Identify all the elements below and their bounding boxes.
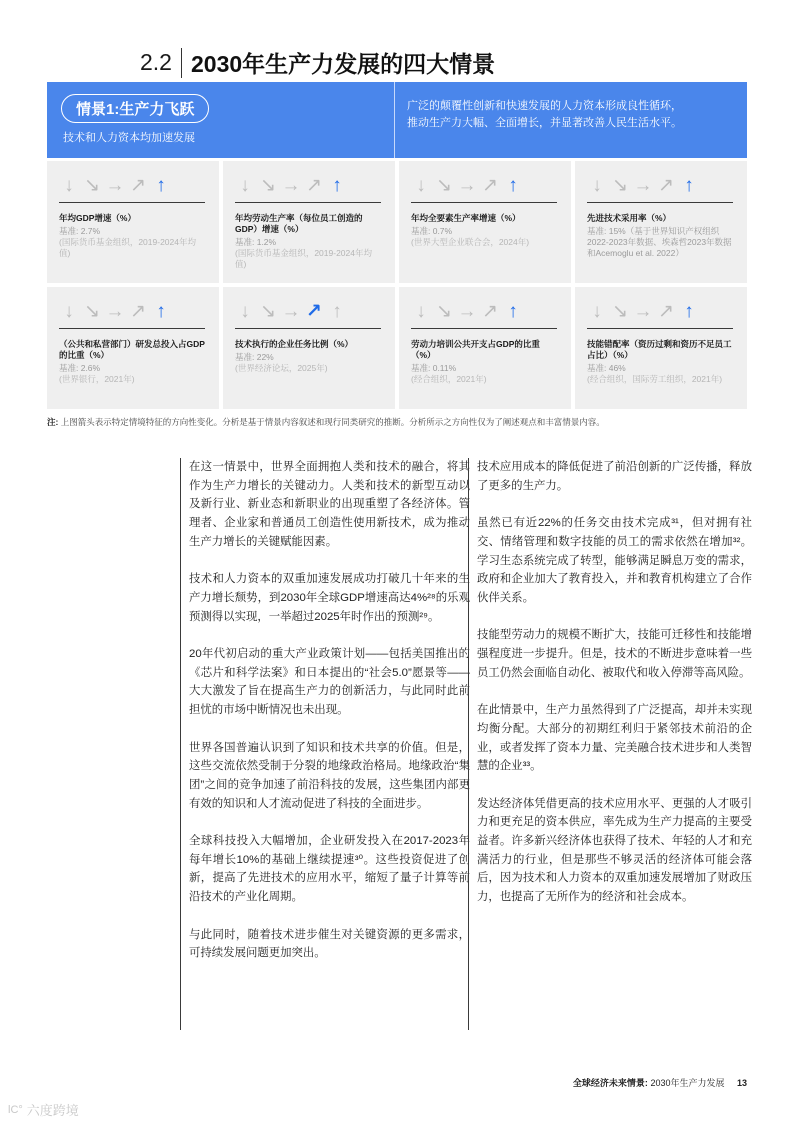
body-paragraph: 世界各国普遍认识到了知识和技术共享的价值。但是，这些交流依然受制于分裂的地缘政治格局。地缘政治“集团”之间的竞争加速了前沿科技的发展，这些集团内部更有效的知识和人才流动促进了科技的全面进步。 (189, 741, 470, 810)
body-paragraph: 与此同时，随着技术进步催生对关键资源的更多需求，可持续发展问题更加突出。 (189, 928, 470, 960)
indicator-source: (国际货币基金组织，2019-2024年均值) (235, 248, 372, 269)
card-divider (59, 328, 205, 329)
arrow-down-right-icon: ↘ (260, 301, 276, 322)
arrow-right-icon: → (105, 301, 125, 322)
arrow-up-icon: ↑ (684, 301, 694, 322)
section-number: 2.2 (140, 49, 172, 75)
arrow-down-right-icon: ↘ (612, 175, 628, 196)
arrow-up-right-icon: ↗ (306, 175, 322, 196)
watermark-logo-icon: lC° (8, 1103, 23, 1116)
indicator-baseline: 基准: 15%（基于世界知识产权组织2022-2023年数据、埃森哲2023年数据和Acemoglu et al. 2022） (587, 226, 732, 258)
arrow-up-icon: ↑ (156, 301, 166, 322)
indicator-source: (经合组织，2021年) (411, 374, 487, 384)
arrow-down-right-icon: ↘ (84, 175, 100, 196)
card-divider (235, 328, 381, 329)
scenario-description (395, 82, 747, 158)
section-heading (140, 46, 495, 79)
indicator-source: (经合组织，国际劳工组织，2021年) (587, 374, 723, 384)
arrow-down-icon: ↓ (240, 175, 250, 196)
arrow-up-icon: ↑ (332, 175, 342, 196)
direction-arrows (411, 301, 559, 325)
indicator-card (575, 161, 747, 283)
body-paragraph: 技能型劳动力的规模不断扩大，技能可迁移性和技能增强程度进一步提升。但是，技术的不断进步意味着一些员工仍然会面临自动化、被取代和收入停滞等高风险。 (477, 629, 752, 679)
indicator-label: 技术执行的企业任务比例（%） (235, 339, 354, 349)
arrow-down-icon: ↓ (592, 301, 602, 322)
indicator-card (47, 287, 219, 409)
scenario-description-line: 推动生产力大幅、全面增长，并显著改善人民生活水平。 (407, 117, 682, 129)
body-column-left (180, 458, 470, 1030)
scenario-banner (47, 82, 747, 158)
arrow-up-icon: ↑ (332, 301, 342, 322)
arrow-up-icon: ↑ (156, 175, 166, 196)
body-paragraph: 技术和人力资本的双重加速发展成功打破几十年来的生产力增长颓势，到2030年全球GDP增速高达4%²⁸的乐观预测得以实现，一举超过2025年时作出的预测²⁹。 (189, 573, 470, 623)
indicator-baseline: 基准: 22% (235, 352, 274, 362)
body-paragraph: 在这一情景中，世界全面拥抱人类和技术的融合，将其作为生产力增长的关键动力。人类和技术的新型互动以及新行业、新业态和新职业的出现重塑了各经济体。管理者、企业家和普通员工创造性使用新技术，成为推动生产力增长的关键赋能因素。 (189, 461, 470, 548)
footer-report-name: 全球经济未来情景: (572, 1078, 648, 1088)
direction-arrows (59, 175, 207, 199)
indicator-label: 年均劳动生产率（每位员工创造的GDP）增速（%） (235, 213, 363, 234)
arrow-right-icon: → (633, 175, 653, 196)
indicator-source: (国际货币基金组织，2019-2024年均值) (59, 237, 196, 258)
arrow-right-icon: → (633, 301, 653, 322)
arrow-up-icon: ↑ (508, 301, 518, 322)
arrow-up-right-icon: ↗ (130, 301, 146, 322)
card-divider (587, 328, 733, 329)
indicator-card (223, 161, 395, 283)
arrow-right-icon: → (457, 175, 477, 196)
heading-divider (181, 48, 182, 78)
direction-arrows (235, 175, 383, 199)
card-divider (411, 328, 557, 329)
indicator-baseline: 基准: 1.2% (235, 237, 277, 247)
indicator-label: 年均全要素生产率增速（%） (411, 213, 521, 223)
body-paragraph: 全球科技投入大幅增加，企业研发投入在2017-2023年每年增长10%的基础上继续提速³⁰。这些投资促进了创新，提高了先进技术的应用水平，缩短了量子计算等前沿技术的产业化周期。 (189, 835, 470, 904)
note-text: 上图箭头表示特定情境特征的方向性变化。分析是基于情景内容叙述和现行同类研究的推断。分析所示之方向性仅为了阐述观点和丰富情景内容。 (60, 417, 605, 427)
footnote-note (47, 416, 767, 428)
page-footer (573, 1076, 747, 1089)
scenario-banner-left (47, 82, 395, 158)
scenario-subtitle: 技术和人力资本均加速发展 (63, 132, 195, 144)
indicator-baseline: 基准: 2.6% (59, 363, 101, 373)
arrow-down-icon: ↓ (592, 175, 602, 196)
scenario-title-pill: 情景1:生产力飞跃 (61, 94, 209, 123)
body-paragraph: 虽然已有近22%的任务交由技术完成³¹，但对拥有社交、情绪管理和数字技能的员工的需求依然在增加³²。学习生态系统完成了转型，能够满足瞬息万变的需求，政府和企业加大了教育投入，并和教育机构建立了合作伙伴关系。 (477, 517, 752, 604)
arrow-down-icon: ↓ (416, 301, 426, 322)
watermark-text: 六度跨境 (26, 1103, 79, 1118)
arrow-right-icon: → (281, 301, 301, 322)
arrow-up-icon: ↑ (508, 175, 518, 196)
indicator-baseline: 基准: 46% (587, 363, 626, 373)
indicator-label: 先进技术采用率（%） (587, 213, 672, 223)
card-divider (587, 202, 733, 203)
indicator-baseline: 基准: 2.7% (59, 226, 101, 236)
page-number: 13 (736, 1078, 747, 1088)
body-column-right (468, 458, 752, 1030)
indicator-label: 年均GDP增速（%） (59, 213, 136, 223)
arrow-up-right-icon: ↗ (130, 175, 146, 196)
card-divider (411, 202, 557, 203)
arrow-down-icon: ↓ (240, 301, 250, 322)
arrow-down-right-icon: ↘ (84, 301, 100, 322)
direction-arrows (235, 301, 383, 325)
indicator-card (399, 161, 571, 283)
indicator-card (47, 161, 219, 283)
indicator-card (223, 287, 395, 409)
arrow-right-icon: → (281, 175, 301, 196)
indicator-label: （公共和私营部门）研发总投入占GDP的比重（%） (59, 339, 205, 360)
card-divider (235, 202, 381, 203)
indicator-grid (47, 161, 747, 409)
card-divider (59, 202, 205, 203)
direction-arrows (587, 301, 735, 325)
indicator-label: 劳动力培训公共开支占GDP的比重（%） (411, 339, 540, 360)
note-prefix: 注: (47, 417, 59, 427)
indicator-label: 技能错配率（资历过剩和资历不足员工占比）（%） (587, 339, 732, 360)
indicator-card (399, 287, 571, 409)
body-paragraph: 技术应用成本的降低促进了前沿创新的广泛传播，释放了更多的生产力。 (477, 461, 752, 492)
arrow-up-right-icon: ↗ (482, 175, 498, 196)
body-paragraph: 20年代初启动的重大产业政策计划——包括美国推出的《芯片和科学法案》和日本提出的“社会5.0”愿景等——大大激发了旨在提高生产力的创新活力，与此同时此前担忧的市场中断情况也未出现。 (189, 648, 470, 717)
arrow-down-right-icon: ↘ (260, 175, 276, 196)
indicator-source: (世界大型企业联合会，2024年) (411, 237, 530, 247)
arrow-up-right-icon: ↗ (658, 175, 674, 196)
arrow-right-icon: → (105, 175, 125, 196)
arrow-right-icon: → (457, 301, 477, 322)
direction-arrows (59, 301, 207, 325)
indicator-card (575, 287, 747, 409)
arrow-down-icon: ↓ (416, 175, 426, 196)
arrow-down-icon: ↓ (64, 175, 74, 196)
arrow-up-right-icon: ↗ (306, 301, 322, 322)
arrow-up-right-icon: ↗ (482, 301, 498, 322)
arrow-down-right-icon: ↘ (612, 301, 628, 322)
arrow-down-right-icon: ↘ (436, 175, 452, 196)
arrow-up-icon: ↑ (684, 175, 694, 196)
indicator-source: (世界经济论坛，2025年) (235, 363, 328, 373)
body-text (180, 458, 750, 1030)
arrow-up-right-icon: ↗ (658, 301, 674, 322)
scenario-description-line: 广泛的颠覆性创新和快速发展的人力资本形成良性循环， (407, 100, 682, 112)
footer-chapter: 2030年生产力发展 (650, 1078, 725, 1088)
indicator-source: (世界银行，2021年) (59, 374, 135, 384)
indicator-baseline: 基准: 0.7% (411, 226, 453, 236)
indicator-baseline: 基准: 0.11% (411, 363, 457, 373)
watermark (8, 1100, 79, 1119)
direction-arrows (587, 175, 735, 199)
arrow-down-right-icon: ↘ (436, 301, 452, 322)
direction-arrows (411, 175, 559, 199)
arrow-down-icon: ↓ (64, 301, 74, 322)
section-title: 2030年生产力发展的四大情景 (190, 51, 496, 77)
body-paragraph: 在此情景中，生产力虽然得到了广泛提高，却并未实现均衡分配。大部分的初期红利归于紧邻技术前沿的企业，或者发挥了资本力量、完美融合技术进步和人类智慧的企业³³。 (477, 704, 752, 773)
body-paragraph: 发达经济体凭借更高的技术应用水平、更强的人才吸引力和更充足的资本供应，率先成为生产力提高的主要受益者。许多新兴经济体也获得了技术、年轻的人才和充满活力的行业，但是那些不够灵活的经济体可能会落后，因为技术和人力资本的双重加速发展增加了财政压力，也提高了无所作为的经济和社会成本。 (477, 797, 752, 904)
